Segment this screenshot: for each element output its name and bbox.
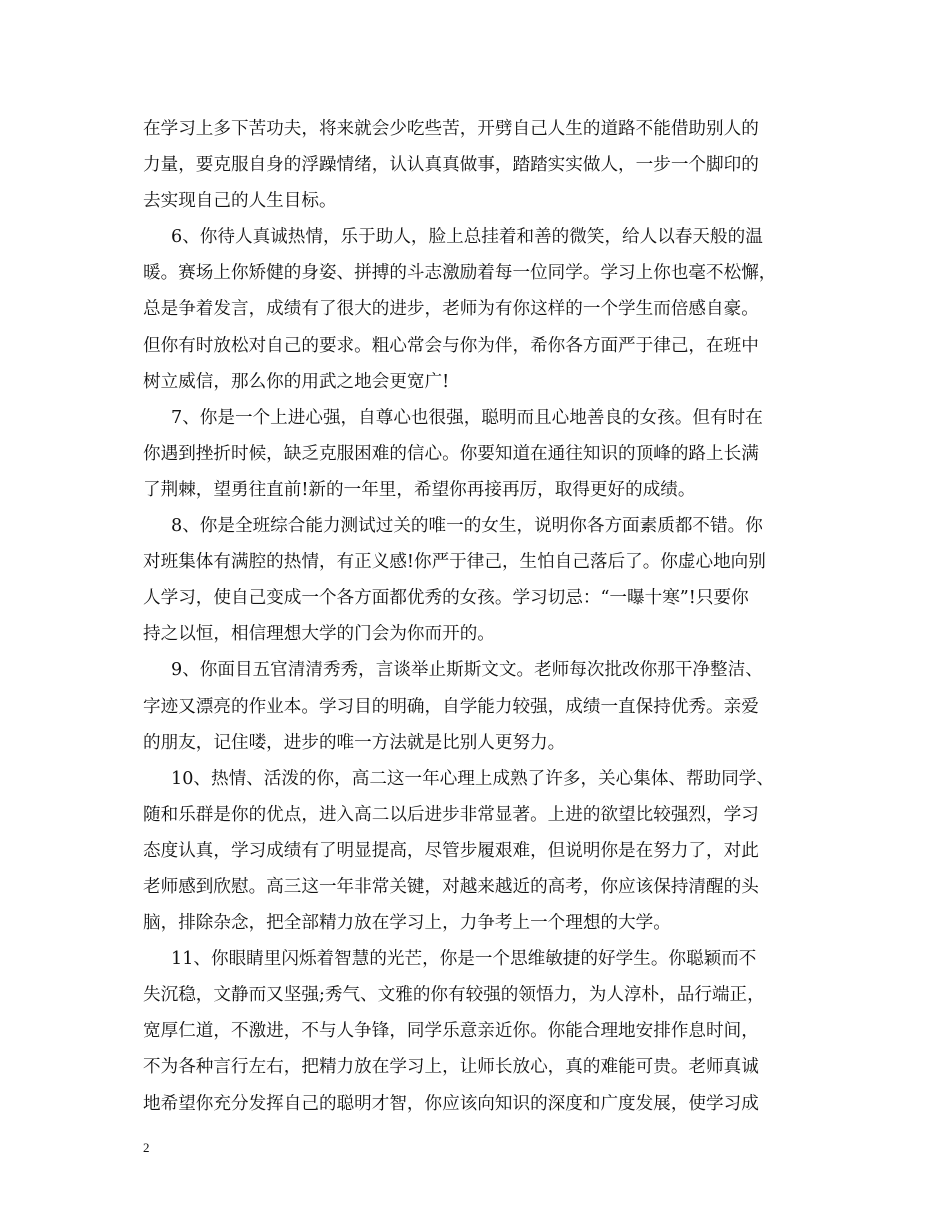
page-number: 2 <box>143 1140 150 1155</box>
text-line: 持之以恒，相信理想大学的门会为你而开的。 <box>143 624 495 645</box>
text-line: 字迹又漂亮的作业本。学习目的明确，自学能力较强，成绩一直保持优秀。亲爱 <box>143 696 759 717</box>
text-line: 地希望你充分发挥自己的聪明才智，你应该向知识的深度和广度发展，使学习成 <box>143 1093 759 1114</box>
text-line: 但你有时放松对自己的要求。粗心常会与你为伴，希你各方面严于律己，在班中 <box>143 335 759 356</box>
text-line: 在学习上多下苦功夫，将来就会少吃些苦，开劈自己人生的道路不能借助别人的 <box>143 119 759 139</box>
text-line: 树立威信，那么你的用武之地会更宽广! <box>143 371 450 392</box>
text-line: 不为各种言行左右，把精力放在学习上，让师长放心，真的难能可贵。老师真诚 <box>143 1057 759 1078</box>
text-line: 了荆棘，望勇往直前!新的一年里，希望你再接再厉，取得更好的成绩。 <box>143 479 696 500</box>
paragraph-start-line: 10、热情、活泼的你，高二这一年心理上成熟了许多，关心集体、帮助同学、 <box>171 768 774 789</box>
text-line: 你遇到挫折时候，缺乏克服困难的信心。你要知道在通往知识的顶峰的路上长满 <box>143 443 759 464</box>
text-line: 去实现自己的人生目标。 <box>143 191 337 212</box>
paragraph-start-line: 11、你眼睛里闪烁着智慧的光芒，你是一个思维敏捷的好学生。你聪颖而不 <box>171 949 757 970</box>
text-line: 对班集体有满腔的热情，有正义感!你严于律己，生怕自己落后了。你虚心地向别 <box>143 552 766 573</box>
text-line: 宽厚仁道，不激进，不与人争锋，同学乐意亲近你。你能合理地安排作息时间， <box>143 1021 759 1042</box>
text-line: 失沉稳，文静而又坚强;秀气、文雅的你有较强的领悟力，为人淳朴，品行端正， <box>143 985 765 1006</box>
text-line: 暖。赛场上你矫健的身姿、拼搏的斗志激励着每一位同学。学习上你也毫不松懈， <box>143 263 777 284</box>
text-line: 态度认真，学习成绩有了明显提高，尽管步履艰难，但说明你是在努力了，对此 <box>143 840 759 861</box>
paragraph-start-line: 9、你面目五官清清秀秀，言谈举止斯斯文文。老师每次批改你那干净整洁、 <box>171 660 763 681</box>
text-line: 老师感到欣慰。高三这一年非常关键，对越来越近的高考，你应该保持清醒的头 <box>143 876 759 897</box>
text-line: 脑，排除杂念，把全部精力放在学习上，力争考上一个理想的大学。 <box>143 913 671 934</box>
body-text <box>143 111 813 1122</box>
paragraph-start-line: 7、你是一个上进心强，自尊心也很强，聪明而且心地善良的女孩。但有时在 <box>171 407 763 428</box>
text-line: 的朋友，记住喽，进步的唯一方法就是比别人更努力。 <box>143 732 566 753</box>
paragraph-start-line: 8、你是全班综合能力测试过关的唯一的女生，说明你各方面素质都不错。你 <box>171 516 763 537</box>
text-line: 力量，要克服自身的浮躁情绪，认认真真做事，踏踏实实做人，一步一个脚印的 <box>143 155 759 176</box>
text-line: 人学习，使自己变成一个各方面都优秀的女孩。学习切忌：“一曝十寒”!只要你 <box>143 588 749 609</box>
text-line: 总是争着发言，成绩有了很大的进步，老师为有你这样的一个学生而倍感自豪。 <box>143 299 759 320</box>
text-line: 随和乐群是你的优点，进入高二以后进步非常显著。上进的欲望比较强烈，学习 <box>143 804 759 825</box>
paragraph-start-line: 6、你待人真诚热情，乐于助人，脸上总挂着和善的微笑，给人以春天般的温 <box>171 227 763 248</box>
